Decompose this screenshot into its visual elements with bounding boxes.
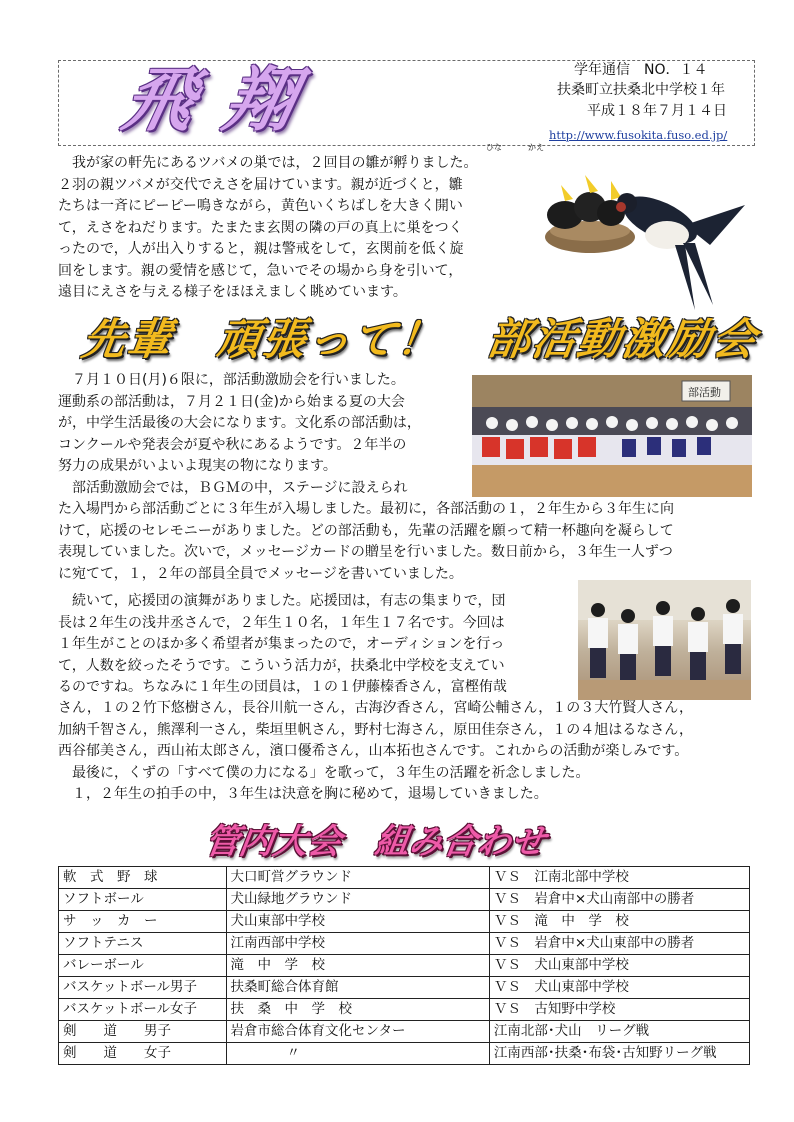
issue-number: 学年通信 NO．１４ xyxy=(574,62,708,78)
article-line: に宛てて，１，２年の部員全員でメッセージを書いていました。 xyxy=(58,565,463,582)
school-name: 扶桑町立扶桑北中学校１年 xyxy=(557,82,725,98)
article-cheer-squad xyxy=(58,591,578,699)
table-row xyxy=(59,1021,750,1043)
article-line: るのですね。ちなみに１年生の団員は，１の１伊藤榛香さん，富樫侑哉 xyxy=(58,679,507,695)
sport-cell: 剣 道 男子 xyxy=(59,1021,227,1043)
table-row xyxy=(59,977,750,999)
intro-line: ２羽の親ツバメが交代でえさを届けています。親が近づくと，雛 xyxy=(58,176,463,193)
intro-line: 回をします。親の愛情を感じて，急いでその場から身を引いて， xyxy=(58,262,463,279)
sport-cell: ソフトテニス xyxy=(59,933,227,955)
club-rally-gym-photo xyxy=(472,375,752,497)
article-line: 長は２年生の浅井丞さんで，２年生１０名，１年生１７名です。今回は xyxy=(58,614,505,631)
sport-cell: 剣 道 女子 xyxy=(59,1043,227,1065)
swallow-nest-photo xyxy=(535,165,750,315)
venue-cell: 大口町営グラウンド xyxy=(226,867,489,889)
venue-cell: 滝 中 学 校 xyxy=(226,955,489,977)
article-line: 表現していました。次いで，メッセージカードの贈呈を行いました。数日前から，３年生一人ずつ xyxy=(58,544,673,560)
table-row xyxy=(59,911,750,933)
table-row xyxy=(59,889,750,911)
opponent-cell: ＶＳ 岩倉中×犬山南部中の勝者 xyxy=(489,889,749,911)
article-line: けて，応援のセレモニーがありました。どの部活動も，先輩の活躍を願って精一杯趣向を凝らして xyxy=(58,522,674,539)
venue-cell: 扶桑町総合体育館 xyxy=(226,977,489,999)
issue-date: 平成１８年７月１４日 xyxy=(587,103,727,119)
article-line: 最後に，くずの「すべて僕の力になる」を歌って，３年生の活躍を祈念しました。 xyxy=(58,764,590,781)
article-line: 部活動激励会では，ＢＧＭの中，ステージに設えられ xyxy=(58,479,408,496)
sport-cell: ソフトボール xyxy=(59,889,227,911)
article-line: １年生がことのほか多く希望者が集まったので，オーディションを行っ xyxy=(58,636,505,652)
article-line: 加納千智さん，熊澤利一さん，柴垣里帆さん，野村七海さん，原田佳奈さん，１の４旭はるなさん， xyxy=(58,721,694,738)
venue-cell: 犬山東部中学校 xyxy=(226,911,489,933)
intro-line: ったので，人が出入りすると，親は警戒をして，玄関前を低く旋 xyxy=(58,241,464,257)
article-line: 西谷郁美さん，西山祐太郎さん，濱口優希さん，山本拓也さんです。これからの活動が楽しみです。 xyxy=(58,743,689,759)
article-line: て，人数を絞ったそうです。こういう活力が，扶桑北中学校を支えてい xyxy=(58,657,505,674)
ruby-hina: ひな xyxy=(486,143,502,152)
article-line: 運動系の部活動は，７月２１日(金)から始まる夏の大会 xyxy=(58,393,405,410)
article-line: コンクールや発表会が夏や秋にあるようです。２年半の xyxy=(58,436,407,453)
school-website-link[interactable]: http://www.fusokita.fuso.ed.jp/ xyxy=(549,128,728,142)
sport-cell: バスケットボール女子 xyxy=(59,999,227,1021)
opponent-cell: ＶＳ 古知野中学校 xyxy=(489,999,749,1021)
opponent-cell: ＶＳ 岩倉中×犬山東部中の勝者 xyxy=(489,933,749,955)
newsletter-logo-title: 飛翔 xyxy=(116,59,334,141)
venue-cell: 扶 桑 中 学 校 xyxy=(226,999,489,1021)
venue-cell: 〃 xyxy=(226,1043,489,1065)
intro-paragraph xyxy=(58,153,538,304)
opponent-cell: ＶＳ 犬山東部中学校 xyxy=(489,977,749,999)
table-row xyxy=(59,933,750,955)
sport-cell: 軟 式 野 球 xyxy=(59,867,227,889)
cheer-squad-photo xyxy=(578,580,751,700)
article-intro xyxy=(58,370,468,499)
sport-cell: バスケットボール男子 xyxy=(59,977,227,999)
intro-line: 遠目にえさを与える様子をほほえましく眺めています。 xyxy=(58,284,407,300)
venue-cell: 犬山緑地グラウンド xyxy=(226,889,489,911)
tournament-subheading: 管内大会 組み合わせ xyxy=(202,822,548,862)
article-line: さん，１の２竹下悠樹さん，長谷川航一さん，古海汐香さん，宮崎公輔さん，１の３大竹賢人さん， xyxy=(58,700,694,716)
opponent-cell: ＶＳ 江南北部中学校 xyxy=(489,867,749,889)
ruby-kae: かえ xyxy=(528,143,544,152)
article-headline: 先輩 頑張って！ 部活動激励会 xyxy=(78,315,761,365)
sport-cell: バレーボール xyxy=(59,955,227,977)
article-line: １，２年生の拍手の中，３年生は決意を胸に秘めて，退場していきました。 xyxy=(58,786,548,802)
table-row xyxy=(59,867,750,889)
opponent-cell: 江南西部･扶桑･布袋･古知野リーグ戦 xyxy=(489,1043,749,1065)
opponent-cell: 江南北部･犬山 リーグ戦 xyxy=(489,1021,749,1043)
venue-cell: 岩倉市総合体育文化センター xyxy=(226,1021,489,1043)
venue-cell: 江南西部中学校 xyxy=(226,933,489,955)
intro-line: 我が家の軒先にあるツバメの巣では，２回目の雛が孵りました。 xyxy=(72,155,478,171)
table-row xyxy=(59,1043,750,1065)
intro-line: たちは一斉にピーピー鳴きながら，黄色いくちばしを大きく開い xyxy=(58,198,463,214)
tournament-schedule-table xyxy=(58,866,750,1065)
opponent-cell: ＶＳ 滝 中 学 校 xyxy=(489,911,749,933)
table-row xyxy=(59,955,750,977)
article-line: 続いて，応援団の演舞がありました。応援団は，有志の集まりで，団 xyxy=(58,593,506,609)
intro-line: て，えさをねだります。たまたま玄関の隣の戸の真上に巣をつく xyxy=(58,219,463,236)
sport-cell: サ ッ カ ー xyxy=(59,911,227,933)
article-members xyxy=(58,698,773,806)
table-row xyxy=(59,999,750,1021)
gym-sign-text: 部活動 xyxy=(688,386,721,399)
article-line: た入場門から部活動ごとに３年生が入場しました。最初に，各部活動の１，２年生から３年生に向 xyxy=(58,501,674,517)
article-line: 努力の成果がいよいよ現実の物になります。 xyxy=(58,458,337,474)
article-line: ７月１０日(月)６限に，部活動激励会を行いました。 xyxy=(58,372,405,388)
opponent-cell: ＶＳ 犬山東部中学校 xyxy=(489,955,749,977)
article-line: が，中学生活最後の大会になります。文化系の部活動は， xyxy=(58,415,421,431)
article-ceremony xyxy=(58,499,758,585)
